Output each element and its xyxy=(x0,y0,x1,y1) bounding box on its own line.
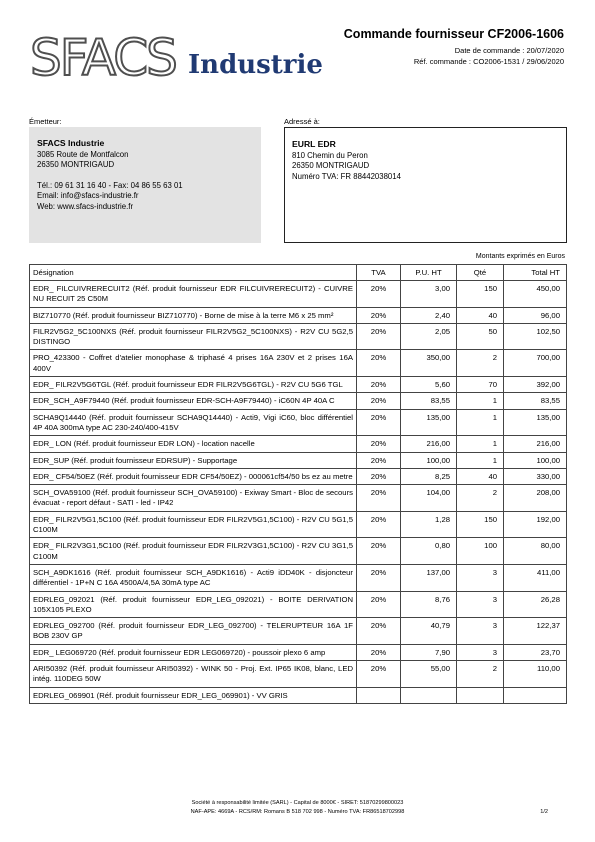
cell-quantity: 70 xyxy=(457,377,504,393)
recipient-address-line2: 26350 MONTRIGAUD xyxy=(292,161,370,171)
cell-quantity: 2 xyxy=(457,661,504,688)
cell-designation: FILR2V5G2_5C100NXS (Réf. produit fournisseur FILR2V5G2_5C100NXS) - R2V CU 5G2,5 DISTINGO xyxy=(30,323,357,350)
cell-quantity: 1 xyxy=(457,409,504,436)
cell-unit-price: 350,00 xyxy=(401,350,457,377)
cell-quantity: 50 xyxy=(457,323,504,350)
cell-designation: BIZ710770 (Réf. produit fournisseur BIZ710770) - Borne de mise à la terre M6 x 25 mm² xyxy=(30,307,357,323)
cell-quantity: 3 xyxy=(457,591,504,618)
cell-unit-price: 7,90 xyxy=(401,644,457,660)
cell-tva: 20% xyxy=(357,393,401,409)
cell-quantity: 3 xyxy=(457,564,504,591)
header-tva: TVA xyxy=(357,265,401,281)
cell-total: 100,00 xyxy=(504,452,567,468)
table-row xyxy=(30,281,567,308)
emitter-box xyxy=(29,127,261,243)
table-row xyxy=(30,409,567,436)
table-row xyxy=(30,538,567,565)
page-number: 1/2 xyxy=(540,809,548,815)
cell-tva: 20% xyxy=(357,591,401,618)
cell-quantity: 1 xyxy=(457,436,504,452)
cell-unit-price: 5,60 xyxy=(401,377,457,393)
cell-tva: 20% xyxy=(357,485,401,512)
cell-tva: 20% xyxy=(357,436,401,452)
cell-total: 411,00 xyxy=(504,564,567,591)
cell-tva: 20% xyxy=(357,452,401,468)
table-row xyxy=(30,393,567,409)
company-logo xyxy=(30,29,323,87)
cell-total: 450,00 xyxy=(504,281,567,308)
table-row xyxy=(30,618,567,645)
cell-tva: 20% xyxy=(357,538,401,565)
cell-designation: EDR_ FILR2V5G6TGL (Réf. produit fournisseur EDR FILR2V5G6TGL) - R2V CU 5G6 TGL xyxy=(30,377,357,393)
table-row xyxy=(30,468,567,484)
order-date: Date de commande : 20/07/2020 xyxy=(454,46,564,55)
cell-unit-price: 216,00 xyxy=(401,436,457,452)
order-lines-table xyxy=(29,264,567,704)
cell-quantity: 150 xyxy=(457,281,504,308)
header-quantity: Qté xyxy=(457,265,504,281)
cell-quantity: 2 xyxy=(457,485,504,512)
cell-designation: EDR_ FILR2V5G1,5C100 (Réf. produit fournisseur EDR FILR2V5G1,5C100) - R2V CU 5G1,5 C100M xyxy=(30,511,357,538)
cell-unit-price: 100,00 xyxy=(401,452,457,468)
cell-designation: PRO_423300 - Coffret d'atelier monophase & triphasé 4 prises 16A 230V et 2 prises 16A 400V xyxy=(30,350,357,377)
order-reference: Réf. commande : CO2006-1531 / 29/06/2020 xyxy=(413,57,564,66)
cell-unit-price: 8,25 xyxy=(401,468,457,484)
recipient-box xyxy=(284,127,567,243)
cell-quantity: 100 xyxy=(457,538,504,565)
cell-quantity: 2 xyxy=(457,350,504,377)
emitter-label: Émetteur: xyxy=(29,117,62,126)
recipient-vat: Numéro TVA: FR 88442038014 xyxy=(292,171,401,181)
cell-total: 23,70 xyxy=(504,644,567,660)
cell-designation: SCHA9Q14440 (Réf. produit fournisseur SCHA9Q14440) - Acti9, Vigi iC60, bloc différentiel 4P 40A 300mA type AC 230-240/400-415V xyxy=(30,409,357,436)
cell-designation: SCH_OVA59100 (Réf. produit fournisseur SCH_OVA59100) - Exiway Smart - Bloc de secours évacuat - report défaut - SATI - led - IP42 xyxy=(30,485,357,512)
cell-tva: 20% xyxy=(357,564,401,591)
table-row xyxy=(30,452,567,468)
footer-legal-line1: Société à responsabilité limitée (SARL) - Capital de 8000€ - SIRET: 51870299800023 xyxy=(191,800,404,806)
cell-unit-price: 8,76 xyxy=(401,591,457,618)
header-designation: Désignation xyxy=(30,265,357,281)
cell-total: 110,00 xyxy=(504,661,567,688)
cell-quantity: 1 xyxy=(457,393,504,409)
document-title: Commande fournisseur CF2006-1606 xyxy=(343,27,564,41)
cell-unit-price: 137,00 xyxy=(401,564,457,591)
cell-unit-price: 1,28 xyxy=(401,511,457,538)
emitter-address-line2: 26350 MONTRIGAUD xyxy=(37,160,115,170)
header-total: Total HT xyxy=(504,265,567,281)
recipient-name: EURL EDR xyxy=(292,139,336,149)
emitter-address-line1: 3085 Route de Montfalcon xyxy=(37,149,129,159)
cell-designation: ARI50392 (Réf. produit fournisseur ARI50392) - WINK 50 - Proj. Ext. IP65 IK08, blanc, LED intég. 110DEG 50W xyxy=(30,661,357,688)
table-row xyxy=(30,307,567,323)
cell-designation: SCH_A9DK1616 (Réf. produit fournisseur SCH_A9DK1616) - Acti9 iDD40K - disjoncteur différentiel - 1P+N C 16A 4500A/4,5A 30mA type AC xyxy=(30,564,357,591)
table-row xyxy=(30,436,567,452)
footer-legal-line2: NAF-APE: 4669A - RCS/RM: Romans B 518 702 998 - Numéro TVA: FR86518702998 xyxy=(190,809,405,815)
cell-tva: 20% xyxy=(357,409,401,436)
cell-quantity: 40 xyxy=(457,307,504,323)
cell-unit-price: 55,00 xyxy=(401,661,457,688)
cell-tva: 20% xyxy=(357,377,401,393)
logo-industrie-text: Industrie xyxy=(188,50,323,80)
cell-quantity: 3 xyxy=(457,618,504,645)
cell-quantity: 150 xyxy=(457,511,504,538)
cell-total: 700,00 xyxy=(504,350,567,377)
cell-designation: EDR_ FILR2V3G1,5C100 (Réf. produit fournisseur EDR FILR2V3G1,5C100) - R2V CU 3G1,5 C100M xyxy=(30,538,357,565)
cell-total: 83,55 xyxy=(504,393,567,409)
cell-quantity: 3 xyxy=(457,644,504,660)
cell-tva: 20% xyxy=(357,323,401,350)
table-row xyxy=(30,485,567,512)
emitter-name: SFACS Industrie xyxy=(37,138,105,148)
cell-total: 192,00 xyxy=(504,511,567,538)
cell-tva xyxy=(357,687,401,703)
table-row xyxy=(30,350,567,377)
cell-tva: 20% xyxy=(357,644,401,660)
cell-total: 208,00 xyxy=(504,485,567,512)
cell-quantity xyxy=(457,687,504,703)
table-row xyxy=(30,564,567,591)
cell-designation: EDR_ LEG069720 (Réf. produit fournisseur EDR LEG069720) - poussoir plexo 6 amp xyxy=(30,644,357,660)
recipient-address-line1: 810 Chemin du Peron xyxy=(292,150,368,160)
cell-designation: EDR_SUP (Réf. produit fournisseur EDRSUP) - Supportage xyxy=(30,452,357,468)
cell-designation: EDR_ LON (Réf. produit fournisseur EDR LON) - location nacelle xyxy=(30,436,357,452)
cell-total: 80,00 xyxy=(504,538,567,565)
cell-unit-price: 0,80 xyxy=(401,538,457,565)
cell-quantity: 40 xyxy=(457,468,504,484)
cell-unit-price: 3,00 xyxy=(401,281,457,308)
recipient-label: Adressé à: xyxy=(284,117,320,126)
cell-designation: EDR_ FILCUIVRERECUIT2 (Réf. produit fournisseur EDR FILCUIVRERECUIT2) - CUIVRE NU RECUIT 25 C50M xyxy=(30,281,357,308)
cell-quantity: 1 xyxy=(457,452,504,468)
cell-tva: 20% xyxy=(357,511,401,538)
table-row xyxy=(30,644,567,660)
cell-designation: EDRLEG_092700 (Réf. produit fournisseur EDR_LEG_092700) - TELERUPTEUR 16A 1F BOB 230V GP xyxy=(30,618,357,645)
cell-total: 330,00 xyxy=(504,468,567,484)
cell-total: 135,00 xyxy=(504,409,567,436)
table-row xyxy=(30,323,567,350)
cell-tva: 20% xyxy=(357,468,401,484)
logo-sfacs-text: SFACS xyxy=(30,29,176,87)
cell-tva: 20% xyxy=(357,661,401,688)
cell-unit-price: 40,79 xyxy=(401,618,457,645)
cell-tva: 20% xyxy=(357,307,401,323)
cell-unit-price: 2,40 xyxy=(401,307,457,323)
emitter-email: Email: info@sfacs-industrie.fr xyxy=(37,191,139,201)
cell-tva: 20% xyxy=(357,350,401,377)
cell-total: 122,37 xyxy=(504,618,567,645)
table-row xyxy=(30,511,567,538)
cell-tva: 20% xyxy=(357,281,401,308)
currency-note: Montants exprimés en Euros xyxy=(475,253,565,260)
table-row xyxy=(30,661,567,688)
cell-unit-price: 104,00 xyxy=(401,485,457,512)
cell-total: 102,50 xyxy=(504,323,567,350)
cell-unit-price: 83,55 xyxy=(401,393,457,409)
cell-total xyxy=(504,687,567,703)
table-row xyxy=(30,687,567,703)
cell-total: 26,28 xyxy=(504,591,567,618)
table-row xyxy=(30,377,567,393)
cell-unit-price xyxy=(401,687,457,703)
cell-designation: EDR_ CF54/50EZ (Réf. produit fournisseur EDR CF54/50EZ) - 000061cf54/50 bs ez au metre xyxy=(30,468,357,484)
cell-tva: 20% xyxy=(357,618,401,645)
table-row xyxy=(30,591,567,618)
cell-total: 96,00 xyxy=(504,307,567,323)
cell-unit-price: 2,05 xyxy=(401,323,457,350)
cell-designation: EDRLEG_069901 (Réf. produit fournisseur EDR_LEG_069901) - VV GRIS xyxy=(30,687,357,703)
emitter-phone: Tél.: 09 61 31 16 40 - Fax: 04 86 55 63 01 xyxy=(37,180,183,190)
table-header-row xyxy=(30,265,567,281)
cell-total: 216,00 xyxy=(504,436,567,452)
cell-designation: EDR_SCH_A9F79440 (Réf. produit fournisseur EDR-SCH-A9F79440) - iC60N 4P 40A C xyxy=(30,393,357,409)
cell-designation: EDRLEG_092021 (Réf. produit fournisseur EDR_LEG_092021) - BOITE DERIVATION 105X105 PLEXO xyxy=(30,591,357,618)
header-unit-price: P.U. HT xyxy=(401,265,457,281)
cell-unit-price: 135,00 xyxy=(401,409,457,436)
cell-total: 392,00 xyxy=(504,377,567,393)
emitter-web: Web: www.sfacs-industrie.fr xyxy=(37,201,134,211)
